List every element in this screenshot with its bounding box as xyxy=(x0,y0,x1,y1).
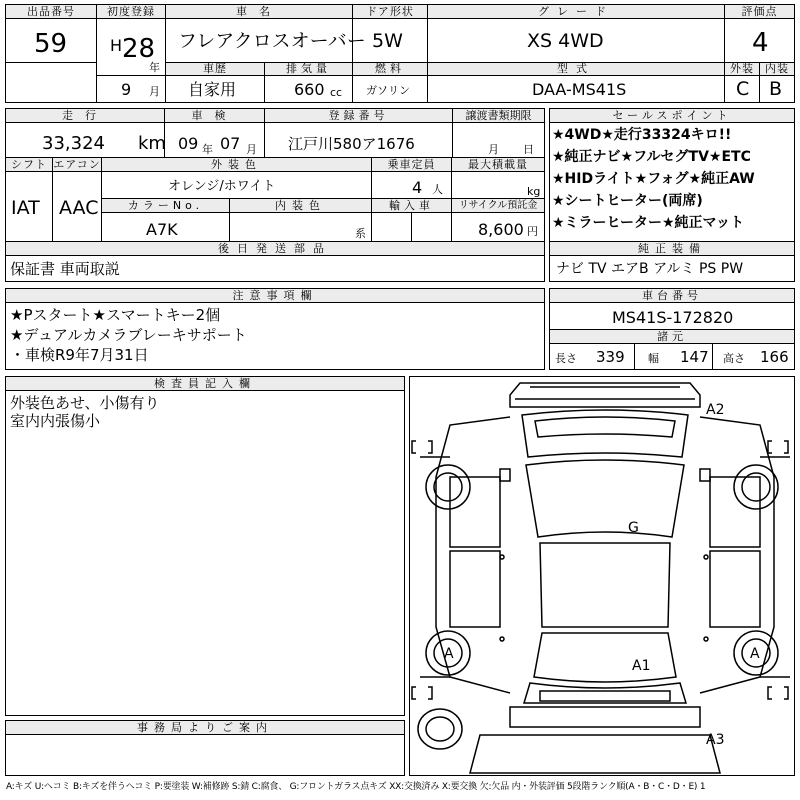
equip-label: 純正装備 xyxy=(550,242,794,256)
inspection-label: 車検 xyxy=(165,109,264,123)
recycle: 8,600 xyxy=(478,220,524,239)
length-label: 長さ xyxy=(555,352,577,365)
transfer-month: 月 xyxy=(488,143,499,156)
recycle-unit: 円 xyxy=(527,225,538,238)
sales-label: セールスポイント xyxy=(550,109,794,123)
inspector-line: 外装色あせ、小傷有り xyxy=(10,394,160,412)
later-parts: 保証書 車両取説 xyxy=(10,260,120,278)
fuel: ガソリン xyxy=(366,84,410,97)
insp-month-unit: 月 xyxy=(246,143,257,156)
height-label: 高さ xyxy=(723,352,745,365)
mileage-label: 走行 xyxy=(6,109,164,123)
office-label: 事務局よりご案内 xyxy=(6,721,404,735)
insp-year: 09 xyxy=(178,134,199,153)
width: 147 xyxy=(680,348,709,366)
int-grade: B xyxy=(769,78,783,100)
equip: ナビ TV エアB アルミ PS PW xyxy=(556,261,744,277)
lot-no: 59 xyxy=(34,29,68,59)
history-label: 車歴 xyxy=(166,62,264,76)
inspector-label: 検査員記入欄 xyxy=(6,377,404,391)
color-no-label: カラーNo. xyxy=(102,199,229,213)
chassis-label: 車台番号 xyxy=(550,289,794,303)
insp-year-unit: 年 xyxy=(202,143,213,156)
load-label: 最大積載量 xyxy=(452,158,544,172)
first-reg-year: 28 xyxy=(122,34,156,64)
inspector-line: 室内内張傷小 xyxy=(10,412,101,430)
notes-line: ・車検R9年7月31日 xyxy=(10,346,149,364)
model: DAA-MS41S xyxy=(532,80,627,99)
chassis-number: MS41S-172820 xyxy=(612,308,734,327)
ext-grade: C xyxy=(736,78,750,100)
sales-line: ★HIDライト★フォグ★純正AW xyxy=(552,171,755,187)
sales-line: ★4WD★走行33324キロ!! xyxy=(552,127,732,143)
capacity-label: 乗車定員 xyxy=(372,158,451,172)
ac: AAC xyxy=(59,197,99,219)
damage-mark-a-right: A xyxy=(750,646,760,662)
notes-line: ★デュアルカメラブレーキサポート xyxy=(10,326,247,344)
displacement-label: 排気量 xyxy=(265,62,352,76)
interior-color-unit: 系 xyxy=(355,227,366,240)
load-unit: kg xyxy=(527,185,541,198)
recycle-label: リサイクル預託金 xyxy=(452,199,544,213)
width-label: 幅 xyxy=(648,352,659,365)
color: オレンジ/ホワイト xyxy=(168,179,276,194)
import-label: 輸入車 xyxy=(372,199,451,213)
height: 166 xyxy=(760,348,789,366)
notes-line: ★Pスタート★スマートキー2個 xyxy=(10,306,221,324)
first-reg-label: 初度登録 xyxy=(97,5,165,19)
damage-mark-a3: A3 xyxy=(706,732,725,748)
doors: 5W xyxy=(372,30,403,52)
damage-diagram xyxy=(409,376,795,776)
ac-label: エアコン xyxy=(53,158,101,171)
damage-mark-a-left: A xyxy=(444,646,454,662)
sales-lines xyxy=(552,128,792,238)
damage-mark-g: G xyxy=(628,520,639,536)
grade: XS 4WD xyxy=(527,30,604,52)
shift-label: シフト xyxy=(6,158,52,172)
color-label: 外装色 xyxy=(102,158,371,172)
first-reg-month: 9 xyxy=(121,80,132,99)
lot-no-label: 出品番号 xyxy=(6,5,96,19)
displacement-unit: cc xyxy=(330,86,343,99)
capacity-unit: 人 xyxy=(432,183,443,196)
plate-label: 登録番号 xyxy=(265,109,452,123)
model-label: 型式 xyxy=(428,62,724,76)
history: 自家用 xyxy=(188,80,237,99)
sales-line: ★純正ナビ★フルセグTV★ETC xyxy=(552,149,751,165)
specs-label: 諸元 xyxy=(550,330,794,344)
damage-mark-a2: A2 xyxy=(706,402,725,418)
legend: A:キズ U:ヘコミ B:キズを伴うヘコミ P:要塗装 W:補修跡 S:錆 C:腐食、 G:フロントガラス点キズ XX:交換済み X:要交換 欠:欠品 内・外装評価 5段階ランク順(A・B・C・D・E) 1 xyxy=(6,782,706,792)
capacity: 4 xyxy=(412,178,423,197)
car-name: フレアクロスオーバー xyxy=(178,30,366,52)
score-label: 評価点 xyxy=(725,5,794,19)
mileage-unit: km xyxy=(138,133,166,154)
int-label: 内装 xyxy=(760,62,794,76)
shift: IAT xyxy=(11,197,40,219)
car-outline-drawing xyxy=(410,377,796,777)
grade-label: グレード xyxy=(428,5,724,19)
length: 339 xyxy=(596,348,625,366)
notes-label: 注意事項欄 xyxy=(6,289,544,303)
mileage: 33,324 xyxy=(42,133,105,154)
ext-label: 外装 xyxy=(725,62,759,76)
year-unit: 年 xyxy=(149,61,160,74)
plate: 江戸川580ア1676 xyxy=(288,135,415,153)
displacement: 660 xyxy=(294,80,325,99)
fuel-label: 燃料 xyxy=(353,62,427,76)
sales-line: ★ミラーヒーター★純正マット xyxy=(552,215,744,231)
doors-label: ドア形状 xyxy=(353,5,427,19)
score: 4 xyxy=(752,28,769,58)
transfer-label: 譲渡書類期限 xyxy=(453,109,544,123)
inspector-lines xyxy=(10,396,160,432)
sales-line: ★シートヒーター(両席) xyxy=(552,193,703,209)
month-unit: 月 xyxy=(149,85,160,98)
era: H xyxy=(110,36,123,55)
later-parts-label: 後日発送部品 xyxy=(6,242,544,256)
damage-mark-a1: A1 xyxy=(632,658,651,674)
transfer-day: 日 xyxy=(523,143,534,156)
car-name-label: 車名 xyxy=(166,5,352,19)
insp-month: 07 xyxy=(220,134,241,153)
interior-color-label: 内装色 xyxy=(230,199,371,213)
notes-lines xyxy=(10,308,247,368)
color-no: A7K xyxy=(146,220,178,239)
